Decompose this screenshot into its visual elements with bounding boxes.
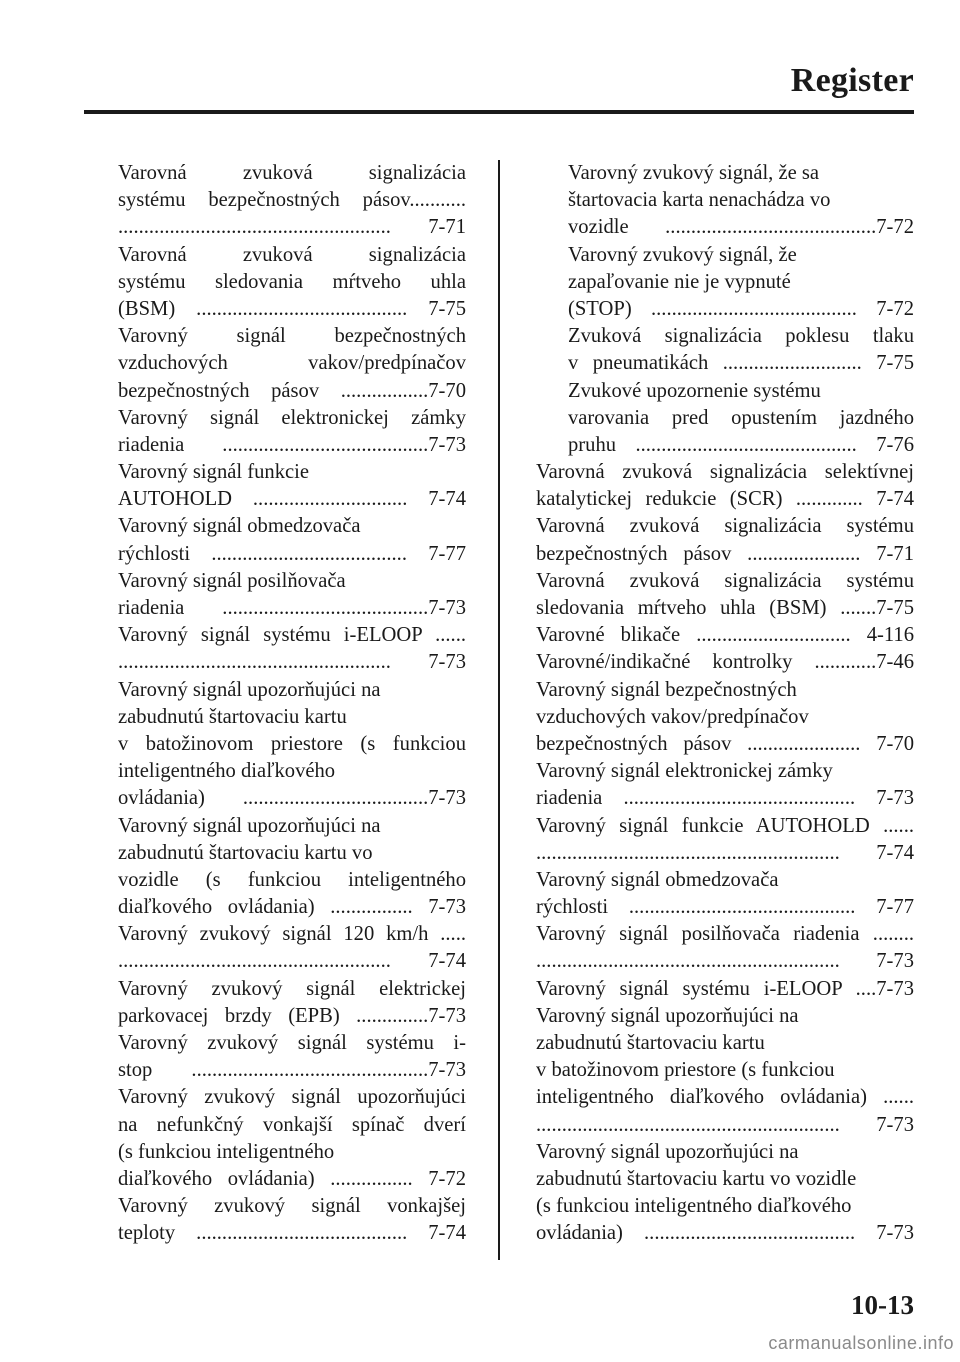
index-line: ..................................................... 7-74 bbox=[118, 950, 466, 973]
index-line: AUTOHOLD .............................. 7-74 bbox=[118, 488, 466, 511]
index-line: inteligentného diaľkového ovládania) ...... bbox=[536, 1086, 914, 1109]
index-line: Varovný signál upozorňujúci na bbox=[118, 814, 381, 837]
index-line: ........................................................... 7-74 bbox=[536, 841, 914, 864]
index-line: zabudnutú štartovaciu kartu bbox=[536, 1032, 765, 1054]
index-line: Varovná zvuková signalizácia bbox=[118, 162, 466, 184]
index-line: Varovný signál elektronickej zámky bbox=[118, 406, 466, 429]
index-line: systému bezpečnostných pásov........... bbox=[118, 189, 466, 212]
index-line: Varovný signál upozorňujúci na bbox=[118, 678, 381, 701]
index-line: riadenia ............................................. 7-73 bbox=[536, 787, 914, 810]
index-line: diaľkového ovládania) ................ 7-72 bbox=[118, 1167, 466, 1190]
index-line: na nefunkčný vonkajší spínač dverí bbox=[118, 1113, 466, 1136]
index-line: Varovná zvuková signalizácia systému bbox=[536, 515, 914, 538]
index-line: diaľkového ovládania) ................ 7-73 bbox=[118, 896, 466, 919]
index-column-right bbox=[536, 160, 914, 1248]
index-line: (s funkciou inteligentného bbox=[118, 1140, 335, 1163]
index-line: Varovný signál posilňovača riadenia ........ bbox=[536, 923, 914, 946]
index-line: sledovania mŕtveho uhla (BSM) .......7-75 bbox=[536, 597, 914, 619]
index-line: vozidle .........................................7-72 bbox=[568, 216, 914, 239]
watermark: carmanualsonline.info bbox=[768, 1333, 954, 1353]
index-line: zabudnutú štartovaciu kartu bbox=[118, 705, 347, 728]
index-line: Varovný signál obmedzovača bbox=[118, 515, 361, 538]
index-line: rýchlosti ...................................... 7-77 bbox=[118, 542, 466, 565]
index-line: ..................................................... 7-73 bbox=[118, 651, 466, 674]
index-line: Varovný signál systému i-ELOOP ...... bbox=[118, 624, 466, 647]
index-line: Varovný zvukový signál vonkajšej bbox=[118, 1195, 466, 1218]
index-line: Varovné blikače .............................. 4-116 bbox=[536, 624, 914, 647]
index-line: Varovná zvuková signalizácia selektívnej bbox=[536, 461, 914, 484]
index-line: ovládania) ....................................7-73 bbox=[118, 787, 466, 810]
index-line: (STOP) ........................................ 7-72 bbox=[568, 297, 914, 320]
index-line: Varovný zvukový signál systému i- bbox=[118, 1032, 466, 1054]
index-line: bezpečnostných pásov .................7-70 bbox=[118, 379, 466, 402]
index-line: zabudnutú štartovaciu kartu vo vozidle bbox=[536, 1167, 857, 1190]
index-line: riadenia ........................................7-73 bbox=[118, 597, 466, 619]
index-line: Varovný signál bezpečnostných bbox=[118, 325, 466, 348]
index-line: Varovný signál funkcie bbox=[118, 461, 310, 484]
index-line: Varovný zvukový signál upozorňujúci bbox=[118, 1086, 466, 1109]
index-line: Zvukové upozornenie systému bbox=[568, 379, 821, 402]
index-line: ........................................................... 7-73 bbox=[536, 950, 914, 973]
index-line: vzduchových vakov/predpínačov bbox=[536, 705, 809, 728]
header-rule bbox=[84, 110, 914, 114]
index-line: Varovný signál systému i-ELOOP ....7-73 bbox=[536, 977, 914, 1000]
index-line: Varovný signál bezpečnostných bbox=[536, 678, 797, 701]
index-line: varovania pred opustením jazdného bbox=[568, 406, 914, 429]
index-line: bezpečnostných pásov ...................... 7-70 bbox=[536, 732, 914, 755]
index-line: rýchlosti ............................................ 7-77 bbox=[536, 896, 914, 919]
index-column-left bbox=[118, 160, 466, 1248]
index-line: Varovný signál elektronickej zámky bbox=[536, 760, 833, 783]
index-line: Varovný signál funkcie AUTOHOLD ...... bbox=[536, 814, 914, 837]
index-line: zapaľovanie nie je vypnuté bbox=[568, 270, 791, 293]
index-line: Varovné/indikačné kontrolky ............7-46 bbox=[536, 651, 914, 674]
index-line: Varovný zvukový signál, že bbox=[568, 243, 797, 266]
index-line: v batožinovom priestore (s funkciou bbox=[118, 732, 466, 755]
index-line: (s funkciou inteligentného diaľkového bbox=[536, 1195, 852, 1218]
column-divider bbox=[498, 160, 500, 1260]
index-line: katalytickej redukcie (SCR) ............. 7-74 bbox=[536, 488, 914, 511]
index-line: pruhu ........................................... 7-76 bbox=[568, 433, 914, 456]
page-number: 10-13 bbox=[851, 1290, 914, 1320]
index-line: Varovný signál obmedzovača bbox=[536, 868, 779, 891]
index-line: ovládania) ......................................... 7-73 bbox=[536, 1222, 914, 1245]
index-line: v batožinovom priestore (s funkciou bbox=[536, 1059, 835, 1082]
index-line: Varovný zvukový signál 120 km/h ..... bbox=[118, 923, 466, 946]
index-line: bezpečnostných pásov ...................... 7-71 bbox=[536, 542, 914, 565]
index-line: systému sledovania mŕtveho uhla bbox=[118, 270, 466, 293]
index-line: stop ..............................................7-73 bbox=[118, 1059, 466, 1082]
index-line: Varovný signál upozorňujúci na bbox=[536, 1004, 799, 1027]
index-line: teploty ......................................... 7-74 bbox=[118, 1222, 466, 1245]
index-line: ........................................................... 7-73 bbox=[536, 1113, 914, 1136]
index-line: riadenia ........................................7-73 bbox=[118, 433, 466, 456]
index-line: zabudnutú štartovaciu kartu vo bbox=[118, 841, 373, 864]
index-line: Varovný signál upozorňujúci na bbox=[536, 1140, 799, 1163]
index-line: štartovacia karta nenachádza vo bbox=[568, 189, 831, 212]
index-line: Varovný signál posilňovača bbox=[118, 569, 346, 592]
index-line: Varovná zvuková signalizácia bbox=[118, 243, 466, 266]
index-line: Zvuková signalizácia poklesu tlaku bbox=[568, 325, 914, 348]
page-title: Register bbox=[790, 62, 914, 99]
index-line: vzduchových vakov/predpínačov bbox=[118, 352, 466, 375]
index-line: (BSM) ......................................... 7-75 bbox=[118, 297, 466, 320]
index-line: inteligentného diaľkového bbox=[118, 760, 336, 783]
index-line: ..................................................... 7-71 bbox=[118, 216, 466, 239]
index-line: parkovacej brzdy (EPB) ..............7-73 bbox=[118, 1004, 466, 1027]
index-line: vozidle (s funkciou inteligentného bbox=[118, 868, 466, 891]
index-line: Varovný zvukový signál, že sa bbox=[568, 162, 820, 184]
index-line: Varovný zvukový signál elektrickej bbox=[118, 977, 466, 1000]
index-line: Varovná zvuková signalizácia systému bbox=[536, 569, 914, 592]
index-line: v pneumatikách ........................... 7-75 bbox=[568, 352, 914, 375]
